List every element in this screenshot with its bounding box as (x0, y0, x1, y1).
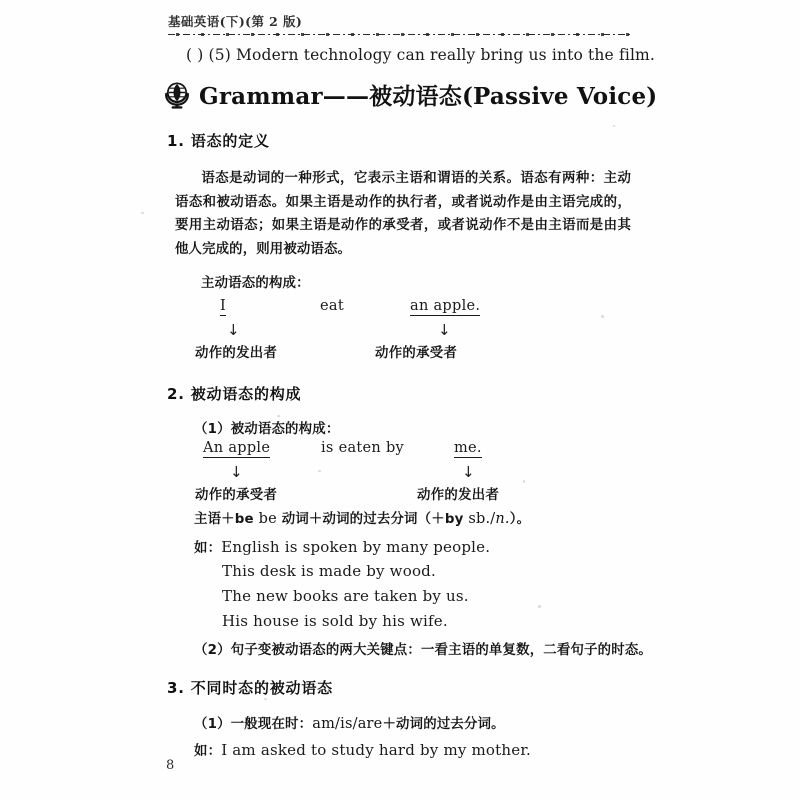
example-sentence-1: English is spoken by many people. (221, 538, 491, 556)
tense-name-present: （1）一般现在时： (194, 717, 313, 732)
scan-speckle (264, 698, 267, 700)
tense-formula-tail: ＋动词的过去分词。 (382, 717, 505, 732)
section-3-item-1 (194, 713, 505, 732)
globe-icon (164, 81, 190, 109)
diagram-label-doer: 动作的发出者 (417, 488, 500, 503)
section-1-paragraph (175, 167, 631, 261)
example-label: 如： (194, 744, 222, 759)
running-head: 基础英语(下)(第 2 版) (168, 14, 303, 29)
diagram-arrow-down-icon-2: ↓ (438, 321, 451, 339)
section-heading-2: 2. 被动语态的构成 (167, 385, 302, 403)
section-heading-3: 3. 不同时态的被动语态 (167, 679, 333, 697)
passive-voice-formula (194, 508, 530, 527)
scan-speckle (613, 125, 615, 127)
grammar-banner-title: Grammar——被动语态(Passive Voice) (199, 83, 658, 110)
section-1-paragraph-text: 语态是动词的一种形式，它表示主语和谓语的关系。语态有两种：主动语态和被动语态。如果主语是动作的执行者，或者说动作是由主语完成的，要用主动语态；如果主语是动作的承受者，或者说动作不是由主语而是由其他人完成的，则用被动语态。 (175, 171, 631, 257)
active-voice-subtitle: 主动语态的构成： (201, 276, 310, 291)
formula-be: be (253, 511, 282, 527)
exercise-item-5: ( ) (5) Modern technology can really bring us into the film. (186, 46, 655, 64)
diagram-term-subject: I (220, 298, 227, 314)
example-sentence-3: The new books are taken by us. (222, 587, 469, 605)
passive-voice-diagram (195, 440, 615, 502)
diagram-arrow-down-icon-2: ↓ (462, 463, 475, 481)
diagram-term-verb: eat (320, 298, 344, 314)
section-3-example-sentence: I am asked to study hard by my mother. (221, 741, 532, 759)
example-sentence-4: His house is sold by his wife. (222, 612, 448, 630)
examples-label: 如： (194, 541, 222, 556)
diagram-label-doer: 动作的发出者 (195, 346, 278, 361)
formula-sb: sb./ (468, 511, 496, 527)
scan-speckle (601, 315, 604, 318)
section-heading-1: 1. 语态的定义 (167, 132, 270, 150)
scan-speckle (523, 480, 525, 483)
section-3-example-row (194, 740, 531, 759)
diagram-term-object: an apple. (410, 298, 481, 314)
diagram-term-subject: An apple (203, 440, 271, 456)
active-voice-diagram (195, 298, 595, 360)
diagram-label-receiver: 动作的承受者 (195, 488, 278, 503)
formula-part-1: 主语＋be (194, 512, 254, 527)
examples-first-row (194, 537, 490, 556)
tense-formula-be-forms: am/is/are (312, 716, 383, 732)
diagram-term-agent: me. (454, 440, 482, 456)
diagram-term-verb: is eaten by (321, 440, 405, 456)
grammar-banner (164, 78, 657, 111)
section-2-item-1: （1）被动语态的构成： (194, 422, 340, 437)
scan-speckle (141, 212, 144, 214)
scan-speckle (318, 470, 321, 472)
formula-part-2: 动词＋动词的过去分词（＋by (281, 512, 464, 527)
diagram-arrow-down-icon-1: ↓ (230, 463, 243, 481)
section-2-item-2: （2）句子变被动语态的两大关键点：一看主语的单复数，二看句子的时态。 (194, 643, 653, 658)
diagram-label-receiver: 动作的承受者 (375, 346, 458, 361)
scan-speckle (538, 605, 541, 608)
formula-part-3: ）。 (509, 512, 531, 527)
header-rule-icon (168, 33, 630, 36)
example-sentence-2: This desk is made by wood. (222, 562, 436, 580)
page-number: 8 (166, 758, 175, 773)
scan-speckle (277, 415, 280, 417)
formula-n: n. (495, 511, 510, 527)
diagram-arrow-down-icon-1: ↓ (227, 321, 240, 339)
